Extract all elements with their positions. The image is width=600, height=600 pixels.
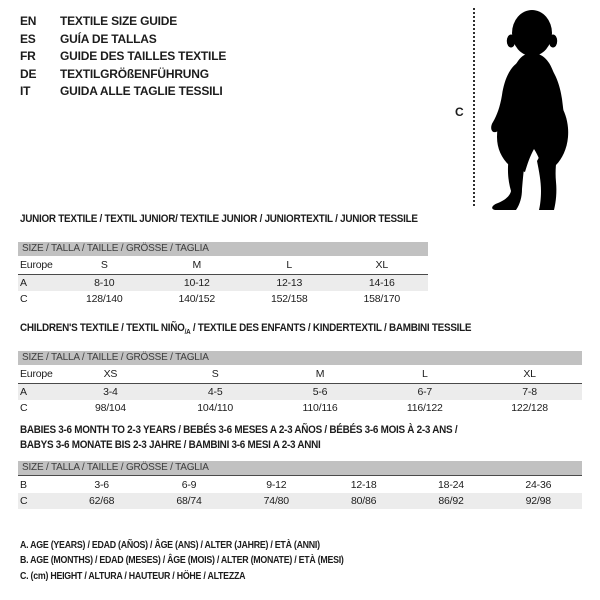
children-title-part2: / TEXTILE DES ENFANTS / KINDERTEXTIL / BAMBINI TESSILE	[190, 322, 472, 334]
table-cell: 18-24	[438, 479, 464, 491]
children-size-table	[18, 351, 582, 416]
table-cell: 92/98	[525, 495, 551, 507]
table-cell: M	[192, 259, 202, 271]
table-cell: 158/170	[363, 293, 401, 305]
junior-size-table	[18, 242, 428, 307]
language-row-it	[20, 83, 226, 101]
table-cell: 140/152	[178, 293, 216, 305]
row-label: A	[20, 386, 27, 398]
table-row-age	[18, 275, 428, 291]
row-label: A	[20, 277, 27, 289]
table-cell: 110/116	[302, 402, 338, 414]
table-cell: 24-36	[525, 479, 552, 491]
legend-line-b: B. AGE (MONTHS) / EDAD (MESES) / ÂGE (MOIS) / ALTER (MONATE) / ETÀ (MESI)	[20, 554, 344, 567]
row-label: Europe	[20, 368, 53, 380]
table-cell: 4-5	[207, 386, 223, 398]
row-label: B	[20, 479, 27, 491]
babies-section-title	[20, 423, 457, 453]
children-title-part1: CHILDREN'S TEXTILE / TEXTIL NIÑO	[20, 322, 185, 334]
table-cell: 5-6	[312, 386, 328, 398]
language-code: ES	[20, 31, 36, 46]
table-row-height	[18, 400, 582, 416]
table-cell: 6-7	[417, 386, 433, 398]
table-cell: 98/104	[94, 402, 126, 414]
size-header-row: SIZE / TALLA / TAILLE / GRÖSSE / TAGLIA	[18, 351, 582, 365]
table-cell: 80/86	[351, 495, 377, 507]
table-cell: 9-12	[266, 479, 287, 491]
row-label: Europe	[20, 259, 53, 271]
babies-title-line2: BABYS 3-6 MONATE BIS 2-3 JAHRE / BAMBINI 3-6 MESI A 2-3 ANNI	[20, 439, 321, 451]
table-cell: XS	[103, 368, 118, 380]
legend-line-c: C. (cm) HEIGHT / ALTURA / HAUTEUR / HÖHE / ALTEZZA	[20, 569, 246, 582]
language-title: GUÍA DE TALLAS	[60, 31, 157, 46]
legend	[20, 538, 405, 584]
size-header-row: SIZE / TALLA / TAILLE / GRÖSSE / TAGLIA	[18, 461, 582, 476]
table-cell: S	[211, 368, 219, 380]
language-code: IT	[20, 84, 31, 99]
language-title: TEXTILGRÖßENFÜHRUNG	[60, 66, 209, 81]
table-cell: 152/158	[270, 293, 308, 305]
babies-size-table	[18, 461, 582, 509]
table-cell: XL	[375, 259, 388, 271]
height-dimension-label: C	[455, 105, 464, 119]
table-cell: 12-18	[350, 479, 377, 491]
table-cell: 74/80	[263, 495, 289, 507]
table-cell: 122/128	[511, 402, 548, 414]
language-title: TEXTILE SIZE GUIDE	[60, 14, 178, 28]
table-cell: 68/74	[176, 495, 202, 507]
table-cell: 6-9	[181, 479, 197, 491]
language-code: DE	[20, 66, 37, 81]
children-title-sub: /A	[184, 329, 191, 337]
toddler-silhouette	[487, 9, 579, 211]
table-cell: 3-4	[103, 386, 118, 398]
language-code: EN	[20, 14, 37, 28]
table-row-europe	[18, 366, 582, 384]
size-header-row: SIZE / TALLA / TAILLE / GRÖSSE / TAGLIA	[18, 242, 428, 256]
language-code: FR	[20, 49, 36, 64]
language-row-es	[20, 31, 226, 49]
language-title-list	[20, 13, 226, 101]
height-dotted-line	[473, 8, 475, 206]
row-label: C	[20, 495, 28, 507]
table-cell: L	[421, 368, 428, 380]
row-label: C	[20, 402, 28, 414]
table-row-height	[18, 291, 428, 307]
language-row-en	[20, 13, 226, 31]
table-cell: S	[100, 259, 108, 271]
language-row-fr	[20, 48, 226, 66]
junior-section-title: JUNIOR TEXTILE / TEXTIL JUNIOR/ TEXTILE JUNIOR / JUNIORTEXTIL / JUNIOR TESSILE	[20, 213, 418, 225]
table-cell: 8-10	[94, 277, 115, 289]
table-cell: 3-6	[94, 479, 109, 491]
children-section-title	[20, 322, 471, 336]
language-title: GUIDA ALLE TAGLIE TESSILI	[60, 84, 223, 99]
row-label: C	[20, 293, 28, 305]
table-row-age	[18, 384, 582, 400]
table-cell: 104/110	[197, 402, 234, 414]
table-row-age-months	[18, 477, 582, 493]
table-cell: L	[286, 259, 293, 271]
table-cell: 7-8	[522, 386, 537, 398]
table-cell: 86/92	[438, 495, 464, 507]
table-cell: 14-16	[368, 277, 395, 289]
babies-title-line1: BABIES 3-6 MONTH TO 2-3 YEARS / BEBÉS 3-6 MESES A 2-3 AÑOS / BÉBÉS 3-6 MOIS À 2-3 ANS /	[20, 424, 458, 436]
table-cell: 10-12	[183, 277, 210, 289]
table-row-europe	[18, 257, 428, 275]
table-cell: XL	[523, 368, 536, 380]
language-row-de	[20, 66, 226, 84]
table-cell: 116/122	[406, 402, 443, 414]
table-row-height	[18, 493, 582, 509]
legend-line-a: A. AGE (YEARS) / EDAD (AÑOS) / ÂGE (ANS) / ALTER (JAHRE) / ETÀ (ANNI)	[20, 539, 320, 551]
table-cell: M	[315, 368, 325, 380]
table-cell: 62/68	[89, 495, 115, 507]
table-cell: 128/140	[85, 293, 123, 305]
language-title: GUIDE DES TAILLES TEXTILE	[60, 49, 227, 64]
table-cell: 12-13	[276, 277, 303, 289]
